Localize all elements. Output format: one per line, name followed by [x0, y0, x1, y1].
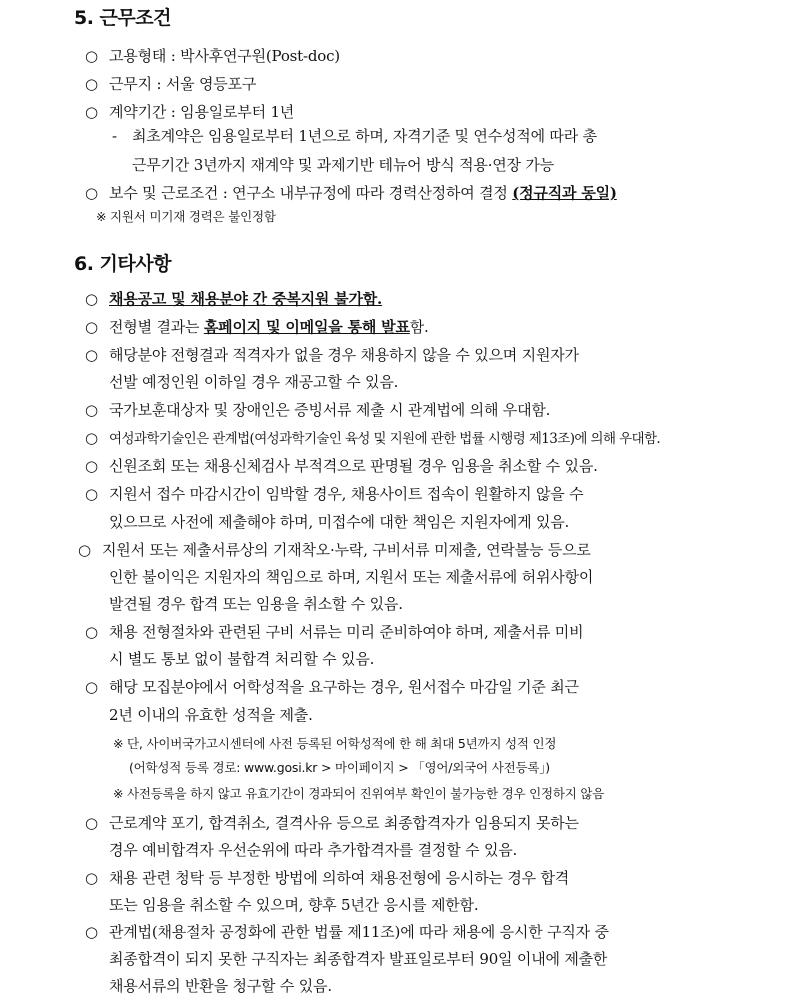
list-item-continuation: 2년 이내의 유효한 성적을 제출.	[109, 706, 313, 724]
section-6-title: 6. 기타사항	[74, 253, 171, 275]
bullet-circle: ○	[85, 401, 98, 419]
pre-registration-note: ※ 사전등록을 하지 않고 유효기간이 경과되어 진위여부 확인이 불가능한 경우 인정하지 않음	[113, 786, 605, 801]
bullet-circle: ○	[78, 541, 91, 559]
bullet-circle: ○	[85, 485, 98, 503]
list-item-continuation: 또는 임용을 취소할 수 있으며, 향후 5년간 응시를 제한함.	[109, 896, 479, 914]
list-item	[85, 864, 569, 892]
employment-type-item	[85, 42, 340, 70]
workplace-item	[85, 70, 256, 98]
list-item	[85, 809, 579, 837]
bullet-circle: ○	[85, 290, 98, 308]
pay-conditions-item	[85, 179, 617, 207]
list-item-text: 신원조회 또는 채용신체검사 부적격으로 판명될 경우 임용을 취소할 수 있음.	[109, 457, 598, 475]
list-item-text: 여성과학기술인은 관계법(여성과학기술인 육성 및 지원에 관한 법률 시행령 제13조)에 의해 우대함.	[109, 431, 661, 447]
bullet-circle: ○	[85, 457, 98, 475]
list-item	[85, 285, 382, 313]
contract-note-line-1	[112, 122, 597, 150]
list-item	[78, 536, 591, 564]
list-item	[85, 618, 583, 646]
list-item	[85, 424, 660, 453]
list-item	[85, 396, 550, 424]
contract-period-text: 계약기간 : 임용일로부터 1년	[109, 103, 295, 121]
list-item	[85, 480, 583, 508]
list-item	[85, 918, 609, 946]
list-item	[85, 673, 579, 701]
list-item-text: 전형별 결과는	[109, 318, 204, 336]
bullet-circle: ○	[85, 869, 98, 887]
contract-note-line-2: 근무기간 3년까지 재계약 및 과제기반 테뉴어 방식 적용·연장 가능	[132, 156, 554, 174]
list-item-text: 해당분야 전형결과 적격자가 없을 경우 채용하지 않을 수 있으며 지원자가	[109, 346, 579, 364]
list-item-text: 국가보훈대상자 및 장애인은 증빙서류 제출 시 관계법에 의해 우대함.	[109, 401, 551, 419]
list-item-continuation: 발견될 경우 합격 또는 임용을 취소할 수 있음.	[109, 595, 403, 613]
bullet-circle: ○	[85, 678, 98, 696]
dash-marker: -	[112, 127, 117, 145]
bullet-circle: ○	[85, 923, 98, 941]
list-item	[85, 452, 598, 480]
list-item-continuation: 있으므로 사전에 제출해야 하며, 미접수에 대한 책임은 지원자에게 있음.	[109, 513, 570, 531]
list-item-continuation: 시 별도 통보 없이 불합격 처리할 수 있음.	[109, 650, 375, 668]
employment-type-text: 고용형태 : 박사후연구원(Post-doc)	[109, 47, 340, 65]
bullet-circle: ○	[85, 318, 98, 336]
bullet-circle: ○	[85, 184, 98, 202]
list-item-text: 근로계약 포기, 합격취소, 결격사유 등으로 최종합격자가 임용되지 못하는	[109, 814, 579, 832]
list-item-text: 지원서 또는 제출서류상의 기재착오·누락, 구비서류 미제출, 연락불능 등으로	[102, 541, 591, 559]
list-item-continuation: 채용서류의 반환을 청구할 수 있음.	[109, 977, 332, 995]
list-item	[85, 341, 579, 369]
pay-conditions-text: 보수 및 근로조건 : 연구소 내부규정에 따라 경력산정하여 결정	[109, 184, 513, 202]
list-item-text: 관계법(채용절차 공정화에 관한 법률 제11조)에 따라 채용에 응시한 구직자 중	[109, 923, 609, 941]
bullet-circle: ○	[85, 814, 98, 832]
list-item-continuation: 최종합격이 되지 못한 구직자는 최종합격자 발표일로부터 90일 이내에 제출한	[109, 950, 608, 968]
list-item-continuation: 인한 불이익은 지원자의 책임으로 하며, 지원서 또는 제출서류에 허위사항이	[109, 568, 594, 586]
list-item-emphasis: 홈페이지 및 이메일을 통해 발표	[203, 318, 410, 336]
list-item-text: 채용공고 및 채용분야 간 중복지원 불가함.	[109, 290, 383, 308]
list-item-text: 지원서 접수 마감시간이 임박할 경우, 채용사이트 접속이 원활하지 않을 수	[109, 485, 584, 503]
language-score-note: ※ 단, 사이버국가고시센터에 사전 등록된 어학성적에 한 해 최대 5년까지 성적 인정	[113, 736, 557, 751]
workplace-text: 근무지 : 서울 영등포구	[109, 75, 257, 93]
pay-conditions-note: ※ 지원서 미기재 경력은 불인정함	[96, 209, 276, 224]
list-item-continuation: 경우 예비합격자 우선순위에 따라 추가합격자를 결정할 수 있음.	[109, 841, 518, 859]
bullet-circle: ○	[85, 623, 98, 641]
list-item-continuation: 선발 예정인원 이하일 경우 재공고할 수 있음.	[109, 373, 399, 391]
bullet-circle: ○	[85, 47, 98, 65]
bullet-circle: ○	[85, 75, 98, 93]
list-item-text: 채용 관련 청탁 등 부정한 방법에 의하여 채용전형에 응시하는 경우 합격	[109, 869, 570, 887]
pay-conditions-emphasis: (정규직과 동일)	[512, 184, 617, 202]
language-score-path-note: (어학성적 등록 경로: www.gosi.kr > 마이페이지 > 「영어/외국어 사전등록」)	[129, 760, 550, 775]
list-item-text: 채용 전형절차와 관련된 구비 서류는 미리 준비하여야 하며, 제출서류 미비	[109, 623, 584, 641]
bullet-circle: ○	[85, 103, 98, 121]
contract-note-text-1: 최초계약은 임용일로부터 1년으로 하며, 자격기준 및 연수성적에 따라 총	[132, 127, 597, 145]
list-item	[85, 313, 429, 341]
list-item-text: 함.	[409, 318, 429, 336]
bullet-circle: ○	[85, 429, 98, 447]
list-item-text: 해당 모집분야에서 어학성적을 요구하는 경우, 원서접수 마감일 기준 최근	[109, 678, 579, 696]
section-5-title: 5. 근무조건	[74, 7, 171, 29]
bullet-circle: ○	[85, 346, 98, 364]
